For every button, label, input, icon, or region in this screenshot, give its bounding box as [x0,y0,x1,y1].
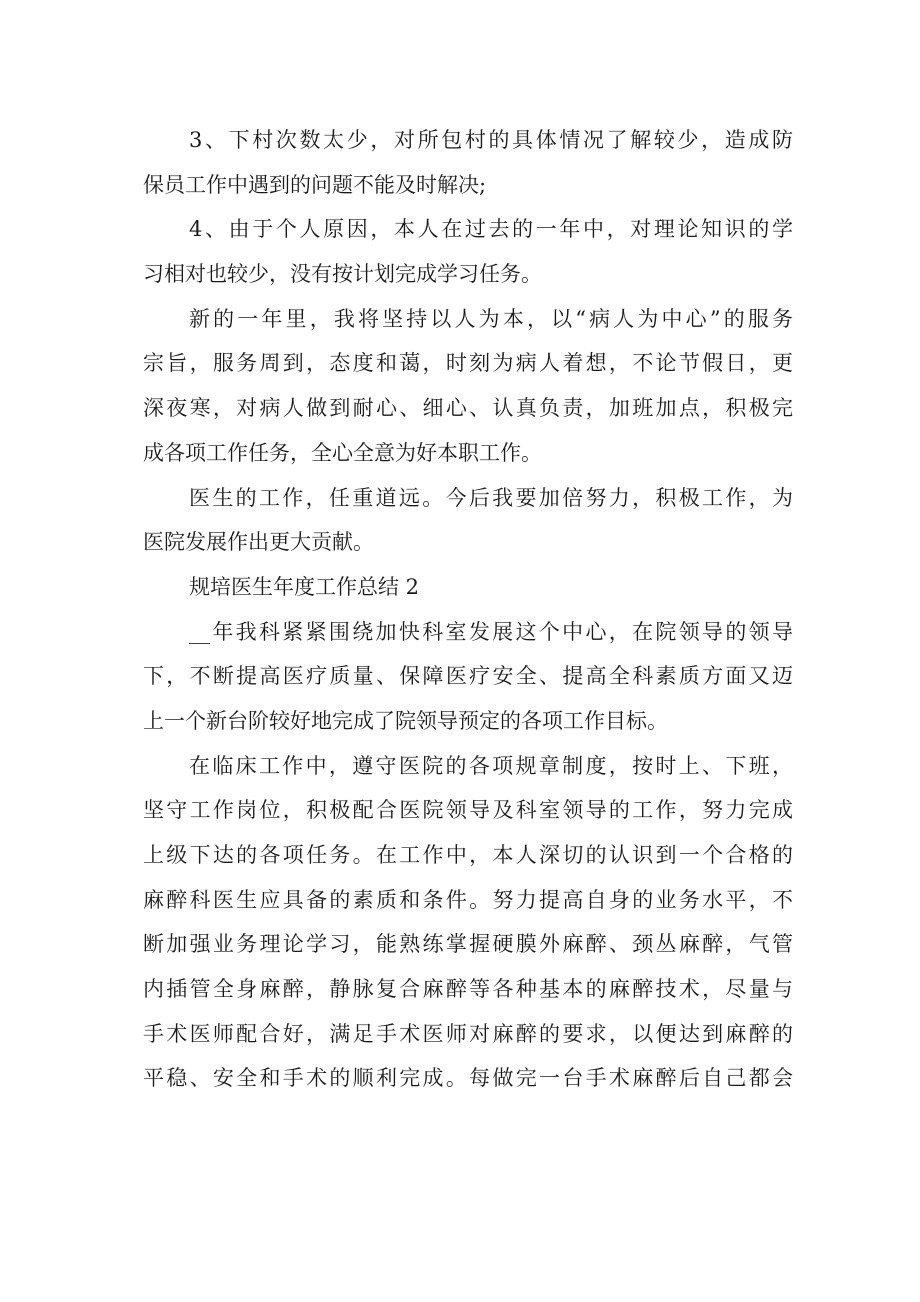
paragraph-plan-line-2: 宗旨，服务周到，态度和蔼，时刻为病人着想，不论节假日，更 [143,351,793,376]
paragraph-item-4-line-1: 4、由于个人原因，本人在过去的一年中，对理论知识的学 [189,217,793,242]
paragraph-item-3-line-2: 保员工作中遇到的问题不能及时解决; [143,172,487,197]
paragraph-clinical-line-7: 手术医师配合好，满足手术医师对麻醉的要求，以便达到麻醉的 [143,1021,793,1046]
paragraph-closing-line-1: 医生的工作，任重道远。今后我要加倍努力，积极工作，为 [189,485,793,510]
paragraph-clinical-line-8: 平稳、安全和手术的顺利完成。每做完一台手术麻醉后自己都会 [143,1066,793,1091]
paragraph-plan-line-4: 成各项工作任务，全心全意为好本职工作。 [143,440,542,465]
paragraph-item-3-line-1: 3、下村次数太少，对所包村的具体情况了解较少，造成防 [189,128,793,152]
document-body [143,118,793,1101]
section-title: 规培医生年度工作总结 2 [189,574,420,599]
paragraph-clinical-line-4: 麻醉科医生应具备的素质和条件。努力提高自身的业务水平，不 [143,887,793,912]
paragraph-intro-line-2: 下，不断提高医疗质量、保障医疗安全、提高全科素质方面又迈 [143,664,793,689]
paragraph-intro-line-1: __年我科紧紧围绕加快科室发展这个中心，在院领导的领导 [189,619,793,644]
paragraph-clinical-line-5: 断加强业务理论学习，能熟练掌握硬膜外麻醉、颈丛麻醉，气管 [143,932,793,957]
paragraph-clinical-line-2: 坚守工作岗位，积极配合医院领导及科室领导的工作，努力完成 [143,798,793,823]
paragraph-item-4-line-2: 习相对也较少，没有按计划完成学习任务。 [143,262,542,287]
paragraph-clinical-line-6: 内插管全身麻醉，静脉复合麻醉等各种基本的麻醉技术，尽量与 [143,977,793,1002]
paragraph-clinical-line-1: 在临床工作中，遵守医院的各项规章制度，按时上、下班， [189,753,793,778]
paragraph-intro-line-3: 上一个新台阶较好地完成了院领导预定的各项工作目标。 [143,708,668,733]
paragraph-closing-line-2: 医院发展作出更大贡献。 [143,530,374,555]
paragraph-plan-line-1: 新的一年里，我将坚持以人为本，以“病人为中心”的服务 [189,306,793,331]
paragraph-clinical-line-3: 上级下达的各项任务。在工作中，本人深切的认识到一个合格的 [143,843,793,867]
paragraph-plan-line-3: 深夜寒，对病人做到耐心、细心、认真负责，加班加点，积极完 [143,396,793,421]
